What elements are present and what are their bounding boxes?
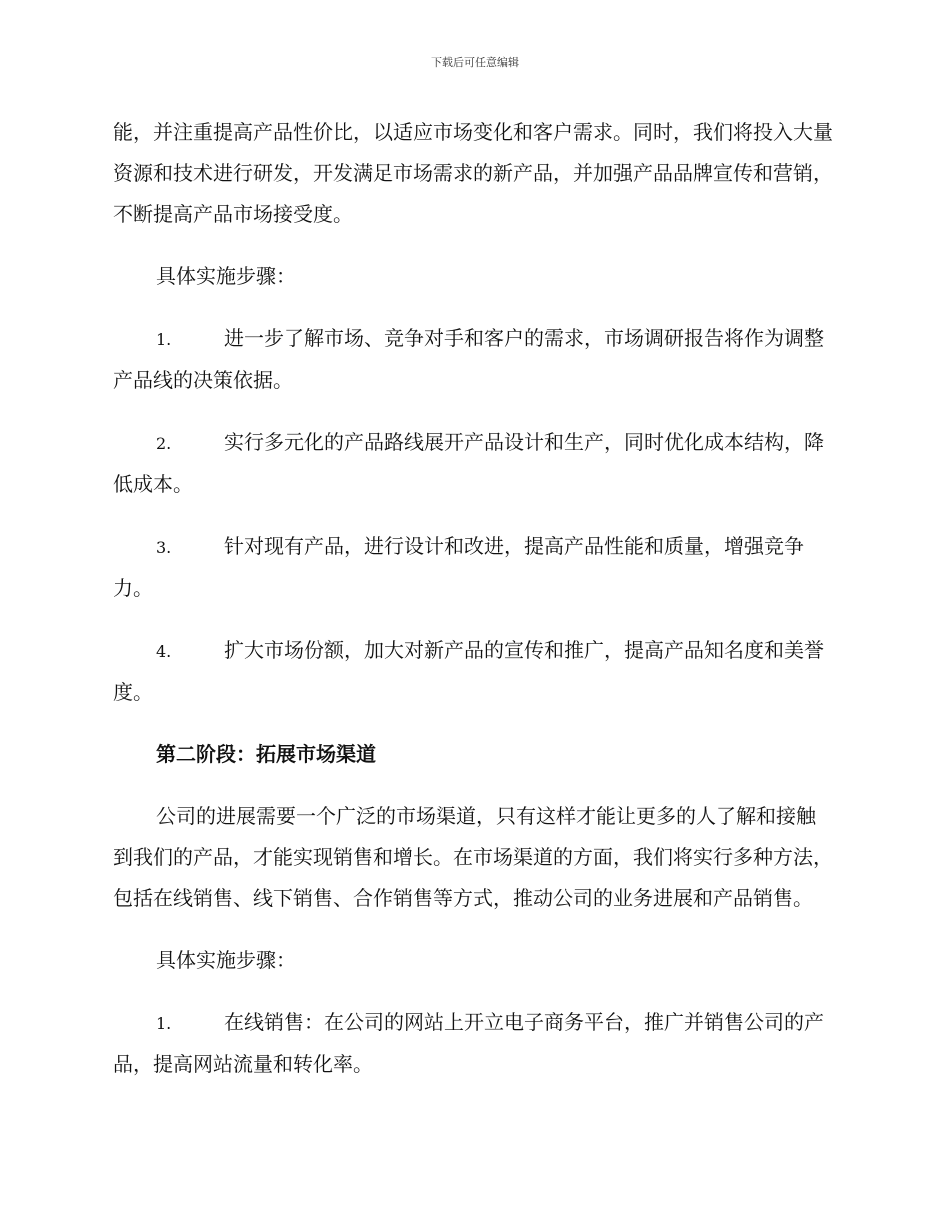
list-item-text: 针对现有产品，进行设计和改进，提高产品性能和质量，增强竞争力。 <box>113 534 804 600</box>
paragraph-intro: 能，并注重提高产品性价比，以适应市场变化和客户需求。同时，我们将投入大量资源和技术进行研发，开发满足市场需求的新产品，并加强产品品牌宣传和营销，不断提高产品市场接受度。 <box>113 120 833 226</box>
list-item-text: 进一步了解市场、竞争对手和客户的需求，市场调研报告将作为调整产品线的决策依据。 <box>113 326 824 392</box>
list-item-text: 在线销售：在公司的网站上开立电子商务平台，推广并销售公司的产品，提高网站流量和转化率。 <box>113 1010 824 1076</box>
list-item-text: 实行多元化的产品路线展开产品设计和生产，同时优化成本结构，降低成本。 <box>113 430 824 496</box>
list-item <box>113 1002 835 1085</box>
list-item-number: 2. <box>156 434 172 453</box>
list-item <box>113 630 835 713</box>
list-item-number: 1. <box>156 1014 172 1033</box>
list-item <box>113 318 835 401</box>
list-item-number: 4. <box>156 642 172 661</box>
paragraph-channels: 公司的进展需要一个广泛的市场渠道，只有这样才能让更多的人了解和接触到我们的产品，才能实现销售和增长。在市场渠道的方面，我们将实行多种方法，包括在线销售、线下销售、合作销售等方式，推动公司的业务进展和产品销售。 <box>113 804 833 910</box>
document-body <box>113 112 835 1106</box>
list-item <box>113 422 835 505</box>
list-item-text: 扩大市场份额，加大对新产品的宣传和推广，提高产品知名度和美誉度。 <box>113 638 824 704</box>
steps-label: 具体实施步骤： <box>156 948 296 972</box>
page-header: 下载后可任意编辑 <box>431 56 519 69</box>
steps-label: 具体实施步骤： <box>156 264 296 288</box>
list-item-number: 3. <box>156 538 172 557</box>
section-heading: 第二阶段：拓展市场渠道 <box>156 742 376 766</box>
list-item-number: 1. <box>156 330 172 349</box>
list-item <box>113 526 835 609</box>
